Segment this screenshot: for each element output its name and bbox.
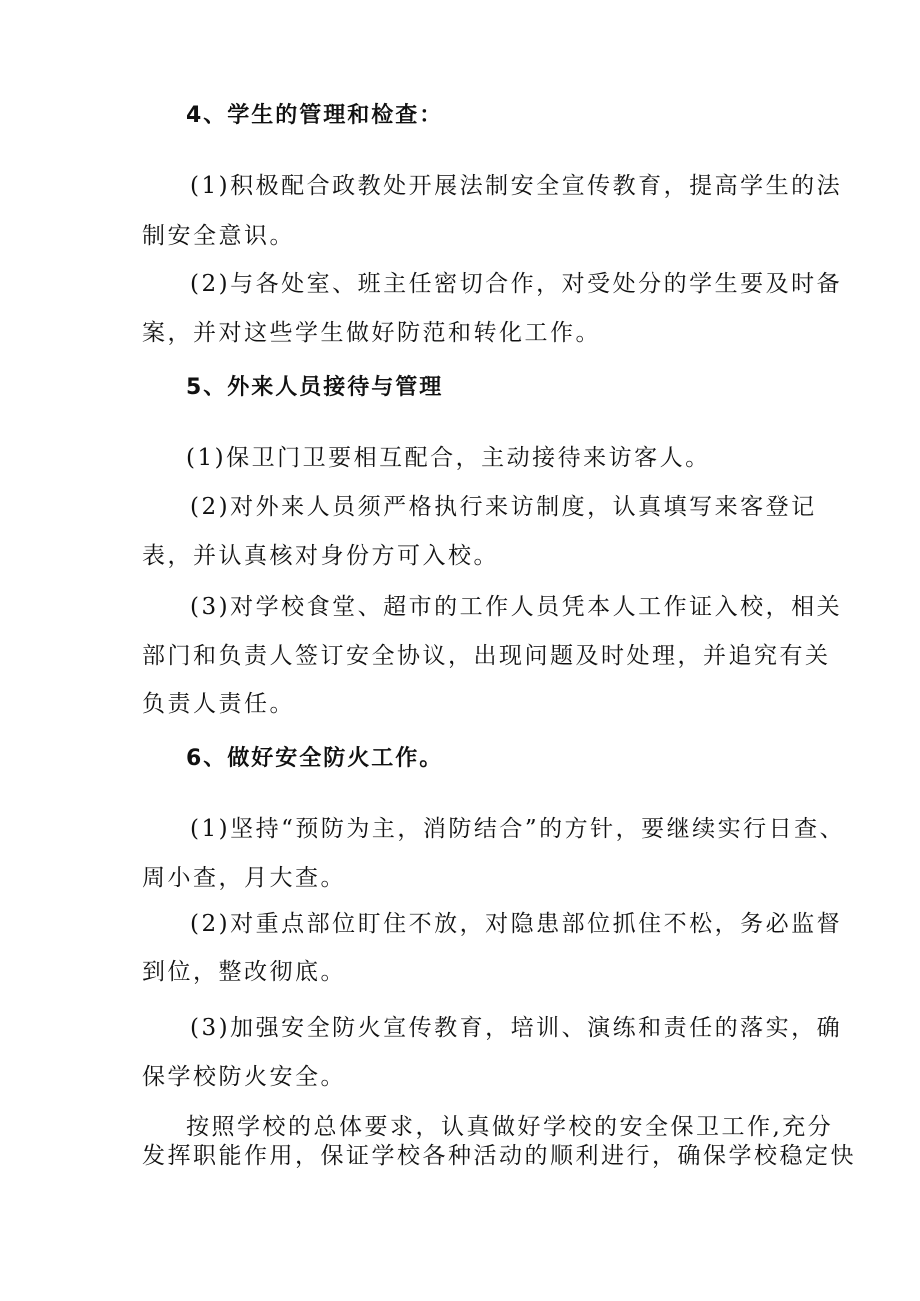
section-heading: 6、做好安全防火工作。 (186, 746, 444, 771)
paragraph-line: (3)对学校食堂、超市的工作人员凭本人工作证入校，相关 (190, 594, 843, 620)
paragraph-line: (1)积极配合政教处开展法制安全宣传教育，提高学生的法 (190, 173, 843, 199)
paragraph-line: 部门和负责人签订安全协议，出现问题及时处理，并追究有关 (142, 643, 831, 669)
paragraph-line: 案，并对这些学生做好防范和转化工作。 (142, 320, 601, 346)
paragraph-line: (1)坚持“预防为主，消防结合”的方针，要继续实行日查、 (190, 816, 846, 842)
section-heading: 5、外来人员接待与管理 (186, 375, 444, 400)
paragraph-line: 保学校防火安全。 (142, 1064, 346, 1090)
paragraph-line: (2)对重点部位盯住不放，对隐患部位抓住不松，务必监督 (190, 911, 843, 937)
closing-paragraph-line: 发挥职能作用，保证学校各种活动的顺利进行，确保学校稳定快 (142, 1143, 856, 1169)
section-heading: 4、学生的管理和检查： (186, 103, 444, 128)
paragraph-line: 到位，整改彻底。 (142, 959, 346, 985)
paragraph-line: (3)加强安全防火宣传教育，培训、演练和责任的落实，确 (190, 1015, 843, 1041)
paragraph-line: (2)对外来人员须严格执行来访制度，认真填写来客登记 (190, 494, 817, 520)
paragraph-line: (1)保卫门卫要相互配合，主动接待来访客人。 (186, 445, 711, 471)
paragraph-line: (2)与各处室、班主任密切合作，对受处分的学生要及时备 (190, 271, 843, 297)
paragraph-line: 负责人责任。 (142, 691, 295, 717)
closing-paragraph-line: 按照学校的总体要求，认真做好学校的安全保卫工作,充分 (186, 1114, 834, 1140)
paragraph-line: 周小查，月大查。 (142, 865, 346, 891)
paragraph-line: 表，并认真核对身份方可入校。 (142, 543, 499, 569)
paragraph-line: 制安全意识。 (142, 223, 295, 249)
